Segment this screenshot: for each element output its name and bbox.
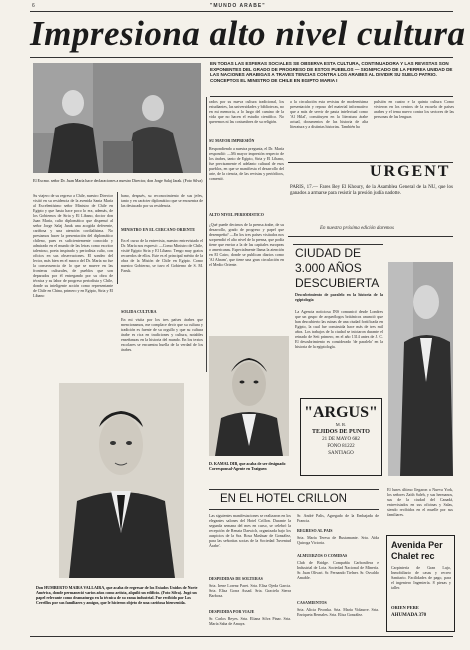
crillon-column-1-text: Las siguientes manifestaciones se realizaron en los elegantes salones del Hotel Crillon. Durante la segunda semana del mes en curso, se celebró la recepción de Renata Darwich, organizada bajo los auspicios de la Sra. Rosa Mashuar de González, para las señoritas socias de la Sociedad 'Juventud Árabe'. xyxy=(209,513,291,548)
interview-photo-illustration xyxy=(33,63,201,173)
column-1-text: Su viajero de su regreso a Chile, nuestro Director visitó en su residencia de la avenida Santa María al Excelentísimo señor Ministro de Chile en Egipto y que hasta hace poco lo era, además, de los Gobiernos de Siria y El Líbano, doctor don Juan María, culto diplomático que dispensó al señor Jorge Salaj Jarak una acogida deferente, cariñosa y una atención cordialísima. No prestamos hacer la presentación del diplomático chileno, pues es suficientemente conocido y admirado en el mundo de las letras como escritor talentoso, poeta inspirado y periodista culto, con oficios en sus observaciones. El sondeo del lector, más bien en el marco del Dr. María no fue la consecuencia de lo que se mueve en las fronteras culturales, de pueblos que son deparados por él entregando por su obra de técnica y su labor de progreso periodista y Chile, donde su inteligente acción como representante de Chile en China, primero y en Egipto, Siria y El Líbano xyxy=(33,193,113,298)
publication-name: "MUNDO ARABE" xyxy=(210,3,266,9)
portrait-right-illustration xyxy=(388,262,453,476)
urgent-rule-bottom xyxy=(288,236,453,237)
page-number: 6 xyxy=(32,3,36,9)
portrait-humberto-caption: Don HUMBERTO MAIRA VALLAIRA, que acaba de regresar de los Estados Unidos de Norte América, donde permaneció varios años como artista, alquiló un edificio. (Foto Silva). Jugó un papel relevante como dramaturgo en la técnica de su rama industrial. Fue recibido por Los Cerrillos por sus familiares y amigos, que le hicieron objeto de una cariñosa bienvenida. xyxy=(36,585,198,605)
crillon-subhead-almuerzos: ALMUERZOS O COMIDAS xyxy=(297,553,348,558)
crillon-column-2-intro: Sr. André Palis, Agregado de la Embajada de Francia. xyxy=(297,513,379,523)
avenida-ad-line-1: Avenida Per xyxy=(391,540,443,550)
column-2-text-cultura: En mi visita por los tres países árabes que mencionamos, me complace decir que su cultura y tradición es fuente de su orgullo y que su cultura árabe es rica en tradiciones y cultura, notables enseñanzas en la historia del mundo. En los textos escolares se encuentra huella de la verdad de los árabes. xyxy=(121,317,203,352)
ciudad-text: La Agencia noticiosa INS comunicó desde Londres que un grupo de arqueólogos británicos anunció que han descubierto las ruinas de una ciudad fortificada en Egipto, la cual fue construida hace más de tres mil años. Los trabajos de la ciudad se iniciaron durante el reinado de Seti primero, en el año 1314 antes de J. C. El descubrimiento es considerado 'de paralelo' en la historia de la egiptología. xyxy=(295,309,383,349)
crillon-subhead-viaje: DESPEDIDA POR VIAJE xyxy=(209,609,255,614)
page-bottom-rule xyxy=(30,636,453,637)
argus-line-1: TEJIDOS DE PUNTO xyxy=(312,429,370,435)
column-2-text-top: bano, después, su reconocimiento de sus jefes, tanto y en carácter diplomático que se encuentra de las destacado por su residencia. xyxy=(121,193,203,208)
argus-city: SANTIAGO xyxy=(328,451,354,456)
portrait-kamal-dib xyxy=(209,336,289,456)
portrait-kamal-dib-illustration xyxy=(209,336,289,456)
crillon-list-regreso: Srta. María Teresa de Bustamante. Srta. Aída Quiroga Victoria. xyxy=(297,535,379,545)
argus-sub: M. R. xyxy=(335,422,347,427)
ciudad-title-line-1: CIUDAD DE xyxy=(295,246,362,260)
ciudad-subtitle: Descubrimiento de paralelo en la historia de la egiptología xyxy=(295,292,383,302)
urgent-text: PARIS, 17.— Fares Bey El Khoury, de la Asamblea General de la NU, que los ganados a armarse para resistir la presión judía nadotte. xyxy=(290,185,453,197)
main-headline: Impresiona alto nivel cultura xyxy=(30,14,466,53)
argus-line-3: FONO 81222 xyxy=(327,444,355,449)
column-4-text: a la circulación esta revistas de modernísima presentación y reposo del material informativo que a más de servir de pauta intelectual como 'Al Hilal', constituyen en la literatura árabe actual, documentos de las historia de alta literatura y a distintas historias. También ha xyxy=(290,99,368,129)
column-2-subhead-cultura: SOLIDA CULTURA xyxy=(121,309,157,314)
portrait-kamal-dib-caption: D. KAMAL DIB, que acaba de ser designado Corresponsal-Agente en Traiguen xyxy=(209,461,286,471)
column-3-text-impresion: Respondiendo a nuestra pregunta, el Dr. María respondió: —Mi mayor impresión respecto de los árabes, tanto de Egipto, Siria y El Líbano, fue precisamente el adelanto cultural de esos pueblos, en que se manifiesta el desarrollo del arte, de la ciencia, de las revistas y periódicos, comentó. xyxy=(209,146,284,181)
column-divider-2 xyxy=(206,97,207,372)
crillon-list-solteras: Srta. Irene Lorenz Paret. Srta. Elisa Ojeda Garcia. Srta. Elisa Gorra Assad. Srta. Graciela Sierra Barbosa. xyxy=(209,583,291,598)
interview-photo-caption: El Excmo. señor Dr. Juan María hace declaraciones a nuestro Director, don Jorge Salaj Jarak. (Foto Silva) xyxy=(33,178,203,183)
avenida-ad xyxy=(386,535,455,632)
crillon-rule-bottom xyxy=(209,509,379,510)
interview-photo xyxy=(33,63,201,173)
article-subhead: EN TODAS LAS ESFERAS SOCIALES SE OBSERVA ESTA CULTURA, CONTINUADORA Y LAS REVISTAS SON EXPONENTES DEL GRADO DE PROGRESO DE ESTOS PUEBLOS — SIGNIFICADO DE LA FERREA UNIDAD DE LAS NACIONES ARABIGAS A TRAVES TENCIAS CONTRA LOS ARABES AL DIVIDIR SU SUELO PATRIO. CONCEPTOS EL MINISTRO DE CHILE EN EGIPTO MARIA I xyxy=(210,61,453,83)
subhead-rule xyxy=(210,96,453,97)
right-photo-caption: El lunes último llegaron a Nueva York, los señores Zaith Saleh, y sus hermanos, sus de la ciudad del Canadá, entrevistados en sus oficinas y Salas, siendo recibidos en el muelle por sus familiares. xyxy=(387,487,453,517)
portrait-humberto-illustration xyxy=(59,383,184,578)
avenida-ad-side: ORIEN PERE xyxy=(391,605,419,610)
crillon-title: EN EL HOTEL CRILLON xyxy=(220,493,347,505)
column-2-text-ministro: En el curso de la entrevista, nuestro entrevistado el Dr. María nos expresó: —Como Ministro de Chile, visité Egipto Siria y El Líbano. Tengo muy gratos recuerdos de ellos. Este es el principal mérito de la obra de la Misión de Chile en Egipto. Como nuestro Gobierno, se tuvo el Gobierno de S. M. Faruk. xyxy=(121,238,203,273)
crillon-rule-top xyxy=(209,489,379,490)
argus-line-2: 21 DE MAYO 682 xyxy=(322,437,360,442)
argus-name: "ARGUS" xyxy=(304,404,378,421)
ciudad-title-line-2: 3.000 AÑOS xyxy=(295,261,362,275)
ciudad-rule xyxy=(293,244,383,245)
column-3-subhead-periodistico: ALTO NIVEL PERIODISTICO xyxy=(209,212,264,217)
avenida-ad-footer: AHUMADA 370 xyxy=(391,613,427,618)
avenida-ad-line-2: Chalet rec xyxy=(391,551,435,561)
column-2-subhead-ministro: MINISTRO EN EL CERCANO ORIENTE xyxy=(121,227,196,232)
urgent-footnote: En nuestra próxima edición daremos xyxy=(320,226,394,231)
crillon-list-viaje: Sr. Carlos Reyes. Srta. Eliana Silva Pinar. Srta. María Saba de Amaya. xyxy=(209,616,291,626)
crillon-list-almuerzos: Club de Bridge. Compañía Carbonífera e Industrial de Lota. Sociedad Nacional de Minería. Sr. Juan Olivari. Sr. Fernando Tielner. Sr. Osvaldo Amable. xyxy=(297,560,379,580)
headline-rule xyxy=(30,57,453,58)
avenida-ad-body: Carpintería de Gran Lujo, Inmobiliario de casas y recreo Sanitario. Facilidades de pago, para el ingeniero Ingeniería. 8 piezas y taller. xyxy=(391,565,451,590)
ciudad-title-line-3: DESCUBIERTA xyxy=(295,276,380,290)
argus-ad xyxy=(300,398,382,476)
crillon-subhead-casamientos: CASAMIENTOS xyxy=(297,600,327,605)
urgent-title: URGENT xyxy=(370,163,451,180)
crillon-subhead-regreso: REGRESO AL PAIS xyxy=(297,528,333,533)
column-divider-1 xyxy=(117,192,118,284)
column-3-subhead-impresion: SU MAYOR IMPRESIÓN xyxy=(209,138,255,143)
crillon-subhead-solteras: DESPEDIDAS DE SOLTERAS xyxy=(209,576,263,581)
column-5-text: pulsión en cuatro e la quinta cultura Como vivieron en los centros de la escuela de países arabes y el tema nuevo contra los sectores de las personas de las lenguas xyxy=(374,99,454,119)
column-3-text-periodistico: ¿Qué puede decirnos de la prensa árabe, de su desarrollo, grado de progreso y papel que desempeña? —En los tres países visitados nos sorprendió el alto nivel de la prensa, que podía tiene que enviar a la de las capitales europeas o americanas. Especialmente llama la atención en El Cairo, donde se publican diarios como 'Al Ahram', que tiene una gran circulación en el Medio Oriente. xyxy=(209,222,284,267)
column-3-text-top: rados por su nueva cultura tradicional, los estudiantes, las universidades y bibliotecas, no en mi memoria, a lo largo del camino de la vida que no hacen el estudio científico. No queremos ni las costumbres de su religión. xyxy=(209,99,284,124)
crillon-list-casamientos: Srta. Alicia Pivonka. Srta. María Vidaurre. Srta. Enriqueta Bernales. Srta. Elisa González. xyxy=(297,607,379,617)
portrait-humberto xyxy=(59,383,184,578)
portrait-right xyxy=(388,262,453,476)
